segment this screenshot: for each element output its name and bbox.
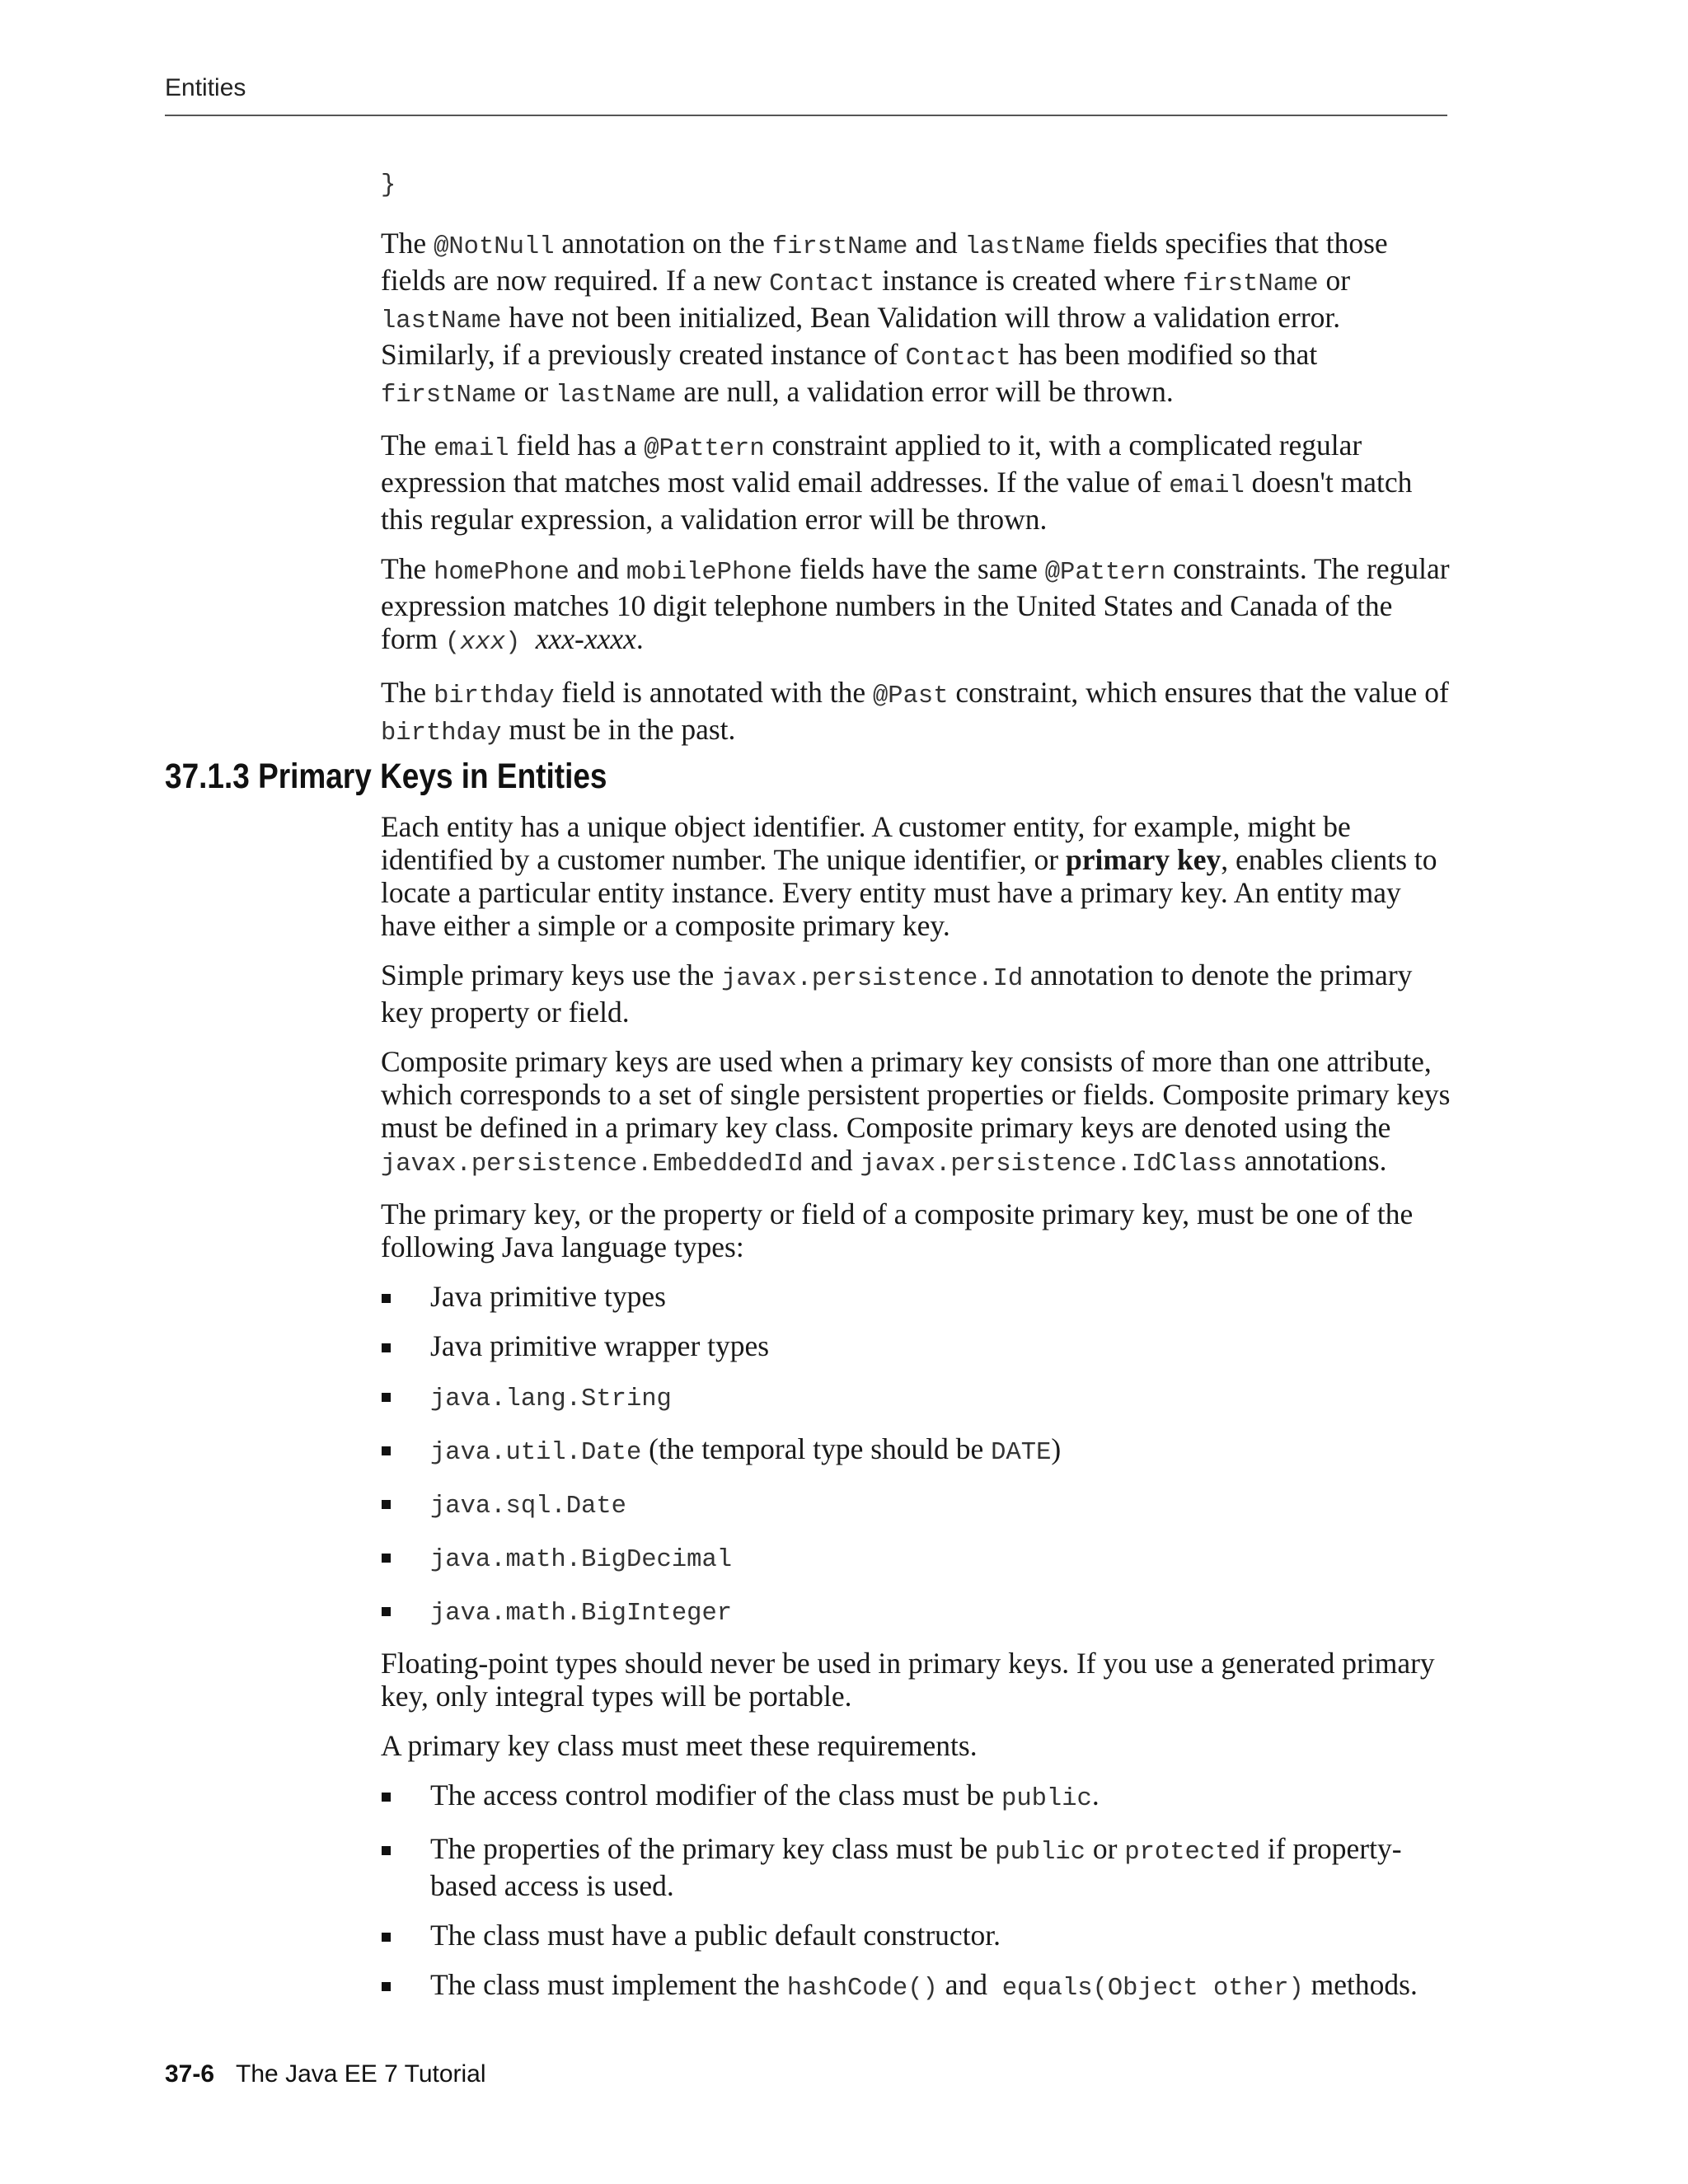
paragraph-composite-keys [381, 1045, 1452, 1181]
code: java.math.BigDecimal [430, 1546, 733, 1574]
paragraph-simple-keys [381, 958, 1452, 1029]
text: field has a [509, 429, 645, 462]
code: Contact [769, 270, 875, 298]
code: @Pattern [644, 435, 765, 463]
paragraph-email [381, 429, 1452, 536]
text: annotations. [1237, 1144, 1387, 1177]
text: The class must implement the [430, 1968, 787, 2001]
text: has been modified so that [1010, 338, 1318, 371]
list-item [381, 1593, 1452, 1630]
text: instance is created where [874, 264, 1183, 297]
text: The class must have a public default constructor. [430, 1919, 1001, 1952]
text: constraint, which ensures that the value of [948, 676, 1449, 709]
paragraph-identifier [381, 810, 1452, 942]
intro-content [381, 169, 1452, 766]
text: The [381, 227, 434, 260]
list-item [381, 1540, 1452, 1577]
code: firstName [771, 233, 908, 261]
text: . [1091, 1779, 1100, 1811]
text: field is annotated with the [554, 676, 873, 709]
paragraph-birthday [381, 676, 1452, 750]
paragraph-phone [381, 552, 1452, 659]
requirements-list [381, 1779, 1452, 2005]
code: email [434, 435, 509, 463]
text: The [381, 552, 434, 585]
list-item [381, 1379, 1452, 1416]
text: have not been initialized, Bean Validation will throw a validation error. Similarly, if a previously created instance of [381, 301, 1341, 371]
code: java.sql.Date [430, 1493, 626, 1521]
book-title: The Java EE 7 Tutorial [236, 2060, 486, 2088]
code: @NotNull [434, 233, 555, 261]
code: java.lang.String [430, 1385, 672, 1413]
list-item [381, 1486, 1452, 1523]
section-heading: 37.1.3 Primary Keys in Entities [165, 757, 607, 796]
text: methods. [1303, 1968, 1418, 2001]
bold-term: primary key [1065, 843, 1221, 876]
text: (the temporal type should be [641, 1432, 992, 1465]
text: or [1085, 1832, 1125, 1865]
code: protected [1124, 1839, 1261, 1867]
code: Contact [905, 344, 1011, 373]
code: DATE [991, 1439, 1052, 1467]
code: birthday [381, 719, 502, 748]
text: if property-based access is used. [430, 1832, 1402, 1902]
text: must be in the past. [501, 713, 736, 746]
paragraph-key-types: The primary key, or the property or field of a composite primary key, must be one of the following Java language types: [381, 1197, 1414, 1263]
text: Java primitive wrapper types [430, 1329, 770, 1362]
code: mobilePhone [626, 559, 793, 587]
text: or [516, 375, 556, 408]
text: and [803, 1144, 860, 1177]
code: lastName [556, 382, 677, 410]
text: annotation on the [554, 227, 772, 260]
code: javax.persistence.IdClass [860, 1151, 1238, 1179]
text: constraint applied to it, with a complicated regular expression that matches most valid email addresses. If the value of [381, 429, 1362, 499]
italic-text: xxxx [584, 622, 636, 655]
text: are null, a validation error will be thrown. [676, 375, 1174, 408]
key-types-list [381, 1280, 1452, 1630]
section-content [381, 810, 1452, 2022]
italic-text: - [574, 622, 584, 655]
page-number: 37-6 [165, 2060, 215, 2088]
paragraph-requirements: A primary key class must meet these requirements. [381, 1729, 978, 1762]
text: fields have the same [792, 552, 1045, 585]
text: constraints. The regular expression matches 10 digit telephone numbers in the United States and Canada of the form [381, 552, 1450, 655]
italic-text: xxx [535, 622, 575, 655]
code: public [995, 1839, 1085, 1867]
text: annotation to denote the primary key property or field. [381, 958, 1413, 1029]
text: fields specifies that those fields are now required. If a new [381, 227, 1388, 297]
code: java.util.Date [430, 1439, 642, 1467]
text: Each entity has a unique object identifier. A customer entity, for example, might be identified by a customer number. The unique identifier, or [381, 810, 1351, 876]
text: and [907, 227, 965, 260]
code: @Pattern [1044, 559, 1166, 587]
text: . [635, 622, 644, 655]
code: firstName [381, 382, 517, 410]
running-header: Entities [165, 74, 246, 101]
paragraph-floating-point: Floating-point types should never be used in primary keys. If you use a generated primary key, only integral types will be portable. [381, 1647, 1435, 1713]
list-item [381, 1432, 1452, 1469]
text: Java primitive types [430, 1280, 666, 1313]
code: javax.persistence.Id [721, 965, 1024, 993]
code: homePhone [434, 559, 570, 587]
code: public [1001, 1785, 1092, 1813]
code: ) [505, 629, 536, 657]
text: or [1318, 264, 1351, 297]
list-item [381, 1919, 1452, 1952]
code: javax.persistence.EmbeddedId [381, 1151, 804, 1179]
text: ) [1051, 1432, 1062, 1465]
code: ( [444, 629, 461, 657]
list-item [381, 1832, 1452, 1902]
paragraph-notnull [381, 227, 1452, 412]
code: birthday [434, 682, 555, 710]
header-rule [165, 115, 1447, 116]
list-item [381, 1968, 1452, 2005]
text: The properties of the primary key class must be [430, 1832, 996, 1865]
code: lastName [381, 307, 502, 335]
text: , enables clients to locate a particular entity instance. Every entity must have a primary key. An entity may have either a simple or a composite primary key. [381, 843, 1437, 942]
text: and [569, 552, 626, 585]
code: email [1169, 472, 1245, 500]
code: java.math.BigInteger [430, 1600, 733, 1628]
list-item [381, 1280, 1452, 1313]
code-closing-brace: } [381, 171, 396, 199]
code: equals(Object other) [1001, 1975, 1304, 2003]
text: The [381, 429, 434, 462]
text: The access control modifier of the class must be [430, 1779, 1002, 1811]
code: @Past [872, 682, 949, 710]
text: Composite primary keys are used when a primary key consists of more than one attribute, which corresponds to a set of single persistent properties or fields. Composite primary keys must be defined in a primary key class. Composite primary keys are denoted using the [381, 1045, 1451, 1144]
code: firstName [1182, 270, 1319, 298]
page-footer [165, 2060, 486, 2088]
code: lastName [964, 233, 1085, 261]
list-item [381, 1329, 1452, 1362]
text: The [381, 676, 434, 709]
text: doesn't match this regular expression, a validation error will be thrown. [381, 466, 1413, 536]
text: Simple primary keys use the [381, 958, 722, 991]
code-italic: xxx [460, 629, 506, 657]
list-item [381, 1779, 1452, 1816]
code: hashCode() [786, 1975, 938, 2003]
text: and [937, 1968, 1002, 2001]
